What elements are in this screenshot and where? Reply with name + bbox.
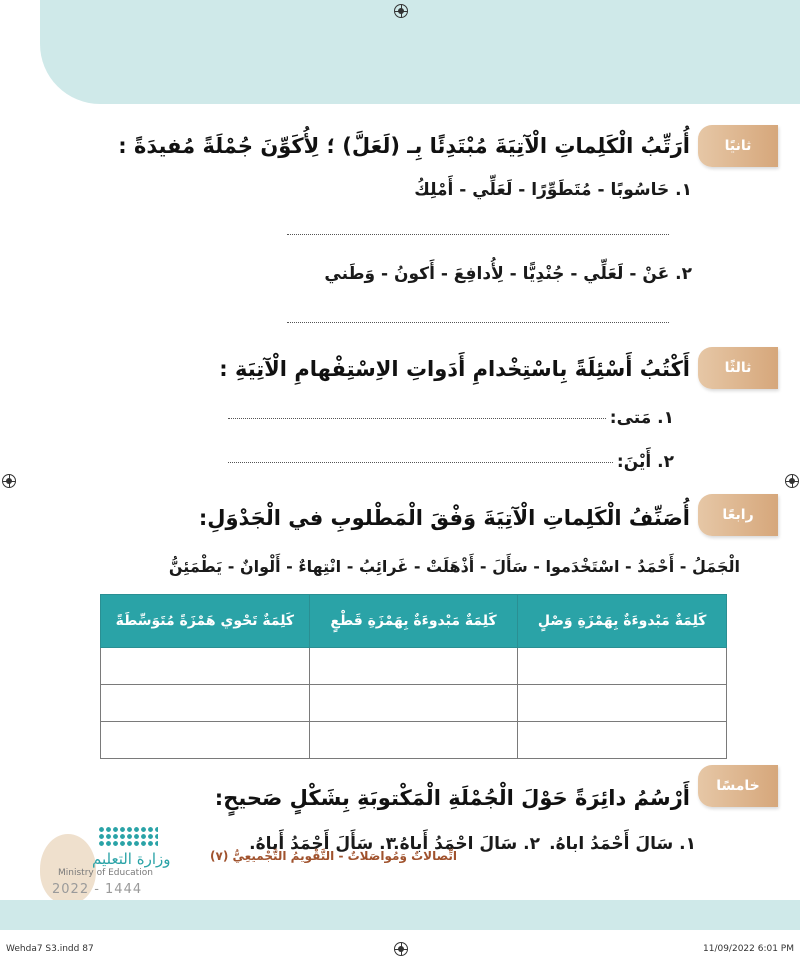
- table-cell[interactable]: [518, 648, 727, 685]
- logo-year-text: 2022 - 1444: [52, 882, 143, 897]
- print-slug-left: Wehda7 S3.indd 87: [6, 944, 94, 954]
- choice-option-3[interactable]: ٣. سَأَلَ أَحْمَدُ أَباهُ.: [249, 834, 396, 854]
- answer-line[interactable]: [287, 234, 669, 235]
- section-heading-fourth: أُصَنِّفُ الْكَلِماتِ الْآتِيَةَ وَفْقَ الْمَطْلوبِ في الْجَدْوَلِ:: [198, 506, 690, 530]
- print-slug-right: 11/09/2022 6:01 PM: [703, 944, 794, 954]
- exercise-item-1: ١. حَاسُوبًا - مُتَطَوِّرًا - لَعَلِّي - أَمْلِكُ: [414, 180, 692, 200]
- table-cell[interactable]: [309, 648, 518, 685]
- header-middle-hamza: كَلِمَةٌ تَحْوي هَمْزَةً مُتَوَسِّطَةً: [101, 595, 310, 648]
- registration-mark-right: [785, 474, 799, 488]
- table-row: [101, 685, 727, 722]
- logo-dots-icon: [98, 826, 158, 848]
- section-heading-third: أَكْتُبُ أَسْئِلَةً بِاسْتِخْدامِ أَدَواتِ الاِسْتِفْهامِ الْآتِيَةِ :: [219, 357, 690, 381]
- table-cell[interactable]: [309, 722, 518, 759]
- question-when: [228, 408, 674, 428]
- table-cell[interactable]: [518, 685, 727, 722]
- unit-footer-note: اتِّصالاتٌ وَمُواصَلاتٌ - التَّقْويمُ التَّجْميعِيُّ (٧): [210, 849, 458, 863]
- registration-mark-left: [2, 474, 16, 488]
- registration-mark-bottom: [394, 942, 408, 956]
- logo-arabic-text: وزارة التعليم: [92, 850, 171, 868]
- table-row: [101, 648, 727, 685]
- logo-english-text: Ministry of Education: [58, 868, 153, 878]
- table-cell[interactable]: [101, 685, 310, 722]
- choice-option-2[interactable]: ٢. سَالَ احْمَدُ أَباهُ.: [393, 834, 540, 854]
- section-tab-fourth: [698, 494, 778, 536]
- section-tab-label: ثالثًا: [724, 360, 752, 376]
- section-heading-fifth: أَرْسُمُ دائِرَةً حَوْلَ الْجُمْلَةِ الْمَكْتوبَةِ بِشَكْلٍ صَحيحٍ:: [214, 786, 690, 810]
- table-row: [101, 722, 727, 759]
- question-where: [228, 452, 674, 472]
- question-where-label: ٢. أَيْنَ:: [616, 452, 674, 472]
- answer-line-when[interactable]: [228, 418, 606, 419]
- section-tab-fifth: [698, 765, 778, 807]
- section-tab-label: ثانيًا: [724, 138, 752, 154]
- word-list: الْجَمَلُ - أَحْمَدُ - اسْتَخْدَموا - سَأَلَ - أَذْهَلَتْ - غَرائِبُ - انْتِهاءٌ - أَلْوانٌ - يَطْمَئِنُّ: [168, 557, 740, 576]
- table-cell[interactable]: [101, 722, 310, 759]
- header-band: [40, 0, 800, 104]
- header-wasl: كَلِمَةٌ مَبْدوءَةٌ بِهَمْزَةِ وَصْلٍ: [518, 595, 727, 648]
- choice-option-1[interactable]: ١. سَالَ أَحْمَدُ اباهُ.: [549, 834, 696, 854]
- footer-band: [0, 900, 800, 930]
- answer-line-where[interactable]: [228, 462, 613, 463]
- table-cell[interactable]: [518, 722, 727, 759]
- classification-table: [100, 594, 727, 759]
- registration-mark-top: [394, 4, 408, 18]
- section-tab-third: [698, 347, 778, 389]
- table-header-row: [101, 595, 727, 648]
- table-cell[interactable]: [309, 685, 518, 722]
- ministry-logo: [40, 822, 171, 912]
- section-tab-label: خامسًا: [716, 778, 760, 794]
- exercise-item-2: ٢. عَنْ - لَعَلِّي - جُنْدِيًّا - لِأُدافِعَ - أَكونُ - وَطَني: [324, 264, 692, 284]
- section-tab-second: [698, 125, 778, 167]
- section-tab-label: رابعًا: [722, 507, 754, 523]
- table-cell[interactable]: [101, 648, 310, 685]
- header-qat: كَلِمَةٌ مَبْدوءَةٌ بِهَمْزَةِ قَطْعٍ: [309, 595, 518, 648]
- section-heading-second: أُرَتِّبُ الْكَلِماتِ الْآتِيَةَ مُبْتَدِئًا بِـ (لَعَلَّ) ؛ لِأُكَوِّنَ جُمْلَةً مُفيدَةً :: [118, 134, 690, 158]
- answer-line[interactable]: [287, 322, 669, 323]
- question-when-label: ١. مَتى:: [609, 408, 674, 428]
